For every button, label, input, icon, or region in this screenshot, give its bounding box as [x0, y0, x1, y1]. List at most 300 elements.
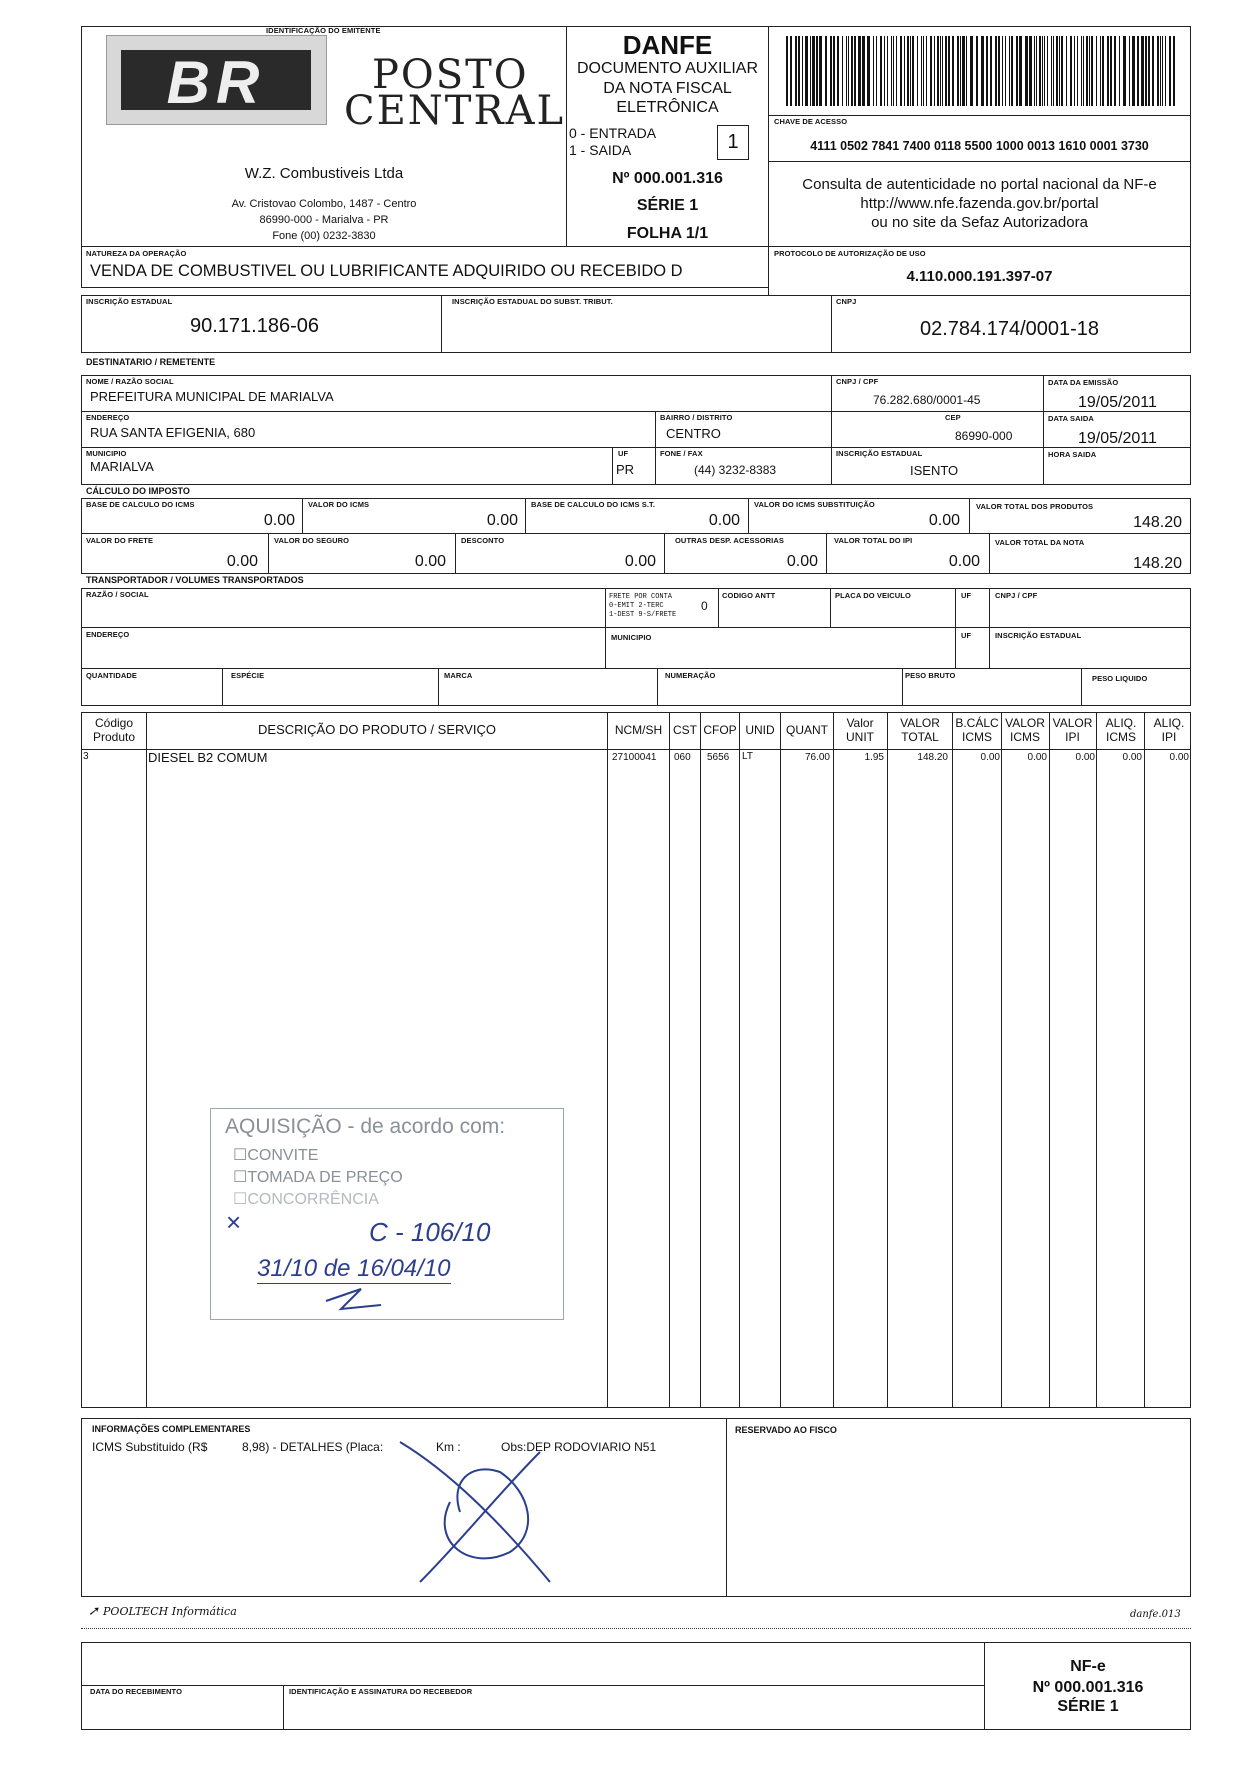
col-sep-desc: [146, 712, 147, 1408]
info-label: INFORMAÇÕES COMPLEMENTARES: [92, 1424, 251, 1434]
barcode-bar: [1029, 36, 1032, 106]
th-bcalc: B.CÁLC ICMS: [955, 716, 999, 744]
vol-sep2: [438, 668, 439, 706]
barcode-bar: [1019, 36, 1022, 106]
barcode-bar: [825, 36, 827, 106]
barcode-bar: [880, 36, 882, 106]
dest-sep-uf: [612, 447, 613, 485]
col-sep-vipi: [1049, 712, 1050, 1408]
chave-divider: [768, 115, 1191, 116]
barcode-bar: [1137, 36, 1139, 106]
barcode-bar: [948, 36, 950, 106]
barcode-bar: [1053, 36, 1054, 106]
destinatario-section: DESTINATARIO / REMETENTE: [86, 357, 216, 367]
dest-nome-label: NOME / RAZÃO SOCIAL: [86, 377, 174, 386]
aquisicao-stamp: [210, 1108, 564, 1320]
th-cfop: CFOP: [703, 723, 737, 737]
info-signature: [390, 1432, 570, 1592]
transp-uf-label: UF: [961, 591, 972, 600]
barcode-bar: [1091, 36, 1093, 106]
barcode-bar: [1089, 36, 1090, 106]
danfe-saida: 1 - SAIDA: [569, 142, 632, 158]
barcode-bar: [981, 36, 984, 106]
barcode-bar: [1011, 36, 1013, 106]
barcode-bar: [830, 36, 832, 106]
danfe-entrada: 0 - ENTRADA: [569, 125, 657, 141]
outras-desp-label: OUTRAS DESP. ACESSORIAS: [675, 536, 784, 545]
dest-emissao-label: DATA DA EMISSÃO: [1048, 378, 1119, 387]
emitente-cnpj-value: 02.784.174/0001-18: [920, 318, 1100, 340]
danfe-tipo-box: [717, 125, 749, 160]
footer-numero: Nº 000.001.316: [1032, 1679, 1144, 1696]
total-produtos-label: VALOR TOTAL DOS PRODUTOS: [976, 502, 1094, 511]
th-aipi: ALIQ. IPI: [1153, 716, 1185, 744]
dest-cnpj: 76.282.680/0001-45: [873, 393, 981, 407]
barcode-bar: [1066, 36, 1067, 106]
dest-row-line1: [81, 411, 1191, 412]
dest-endereco: RUA SANTA EFIGENIA, 680: [90, 425, 256, 440]
stamp-opt-tomada: ☐TOMADA DE PREÇO: [233, 1169, 403, 1186]
barcode-bar: [1039, 36, 1041, 106]
vol-sep3: [657, 668, 658, 706]
barcode-bar: [1002, 36, 1003, 106]
recebimento-sep: [283, 1685, 284, 1730]
cell-vunit: 1.95: [864, 752, 884, 763]
bc-icms-value: 0.00: [263, 512, 295, 529]
imposto-r2-sep4: [826, 533, 827, 574]
barcode-bar: [1173, 36, 1175, 106]
barcode-bar: [1123, 36, 1126, 106]
danfe-folha: FOLHA 1/1: [626, 225, 709, 242]
barcode-bar: [810, 36, 811, 106]
barcode-bar: [1009, 36, 1010, 106]
barcode-bar: [1086, 36, 1088, 106]
total-ipi-value: 0.00: [948, 553, 980, 570]
barcode-bar: [1025, 36, 1028, 106]
barcode-bar: [1083, 36, 1084, 106]
vol-liquido-label: PESO LIQUIDO: [1092, 674, 1148, 683]
barcode-bar: [1096, 36, 1097, 106]
barcode-bar: [970, 36, 973, 106]
valor-icms-value: 0.00: [486, 512, 518, 529]
barcode-bar: [1165, 36, 1166, 106]
barcode-bar: [1077, 36, 1078, 106]
transp-cnpj-label: CNPJ / CPF: [995, 591, 1038, 600]
br-logo: [106, 35, 327, 125]
th-vicms: VALOR ICMS: [1005, 716, 1045, 744]
dest-uf: PR: [616, 462, 635, 477]
barcode-bar: [1036, 36, 1037, 106]
cell-codigo: 3: [83, 751, 89, 762]
col-sep-vicms: [1001, 712, 1002, 1408]
info-text-obs: Obs:DEP RODOVIARIO N51: [501, 1440, 657, 1454]
th-cst: CST: [673, 723, 697, 737]
vol-marca-label: MARCA: [444, 671, 473, 680]
col-sep-ncm: [607, 712, 608, 1408]
barcode-bar: [1061, 36, 1063, 106]
barcode-bar: [1132, 36, 1135, 106]
transp-frete-value: 0: [701, 599, 708, 613]
transp-endereco-label: ENDEREÇO: [86, 630, 130, 639]
consulta-line3: ou no site da Sefaz Autorizadora: [871, 214, 1088, 231]
emitente-label: IDENTIFICAÇÃO DO EMITENTE: [266, 26, 381, 35]
danfe-code: danfe.013: [1130, 1609, 1181, 1620]
stamp-title: AQUISIÇÃO - de acordo com:: [225, 1115, 506, 1138]
chave-value: 4111 0502 7841 7400 0118 5500 1000 0013 1610 0001 3730: [810, 139, 1149, 153]
transp-razao-label: RAZÃO / SOCIAL: [86, 590, 149, 599]
barcode-bar: [1044, 36, 1045, 106]
vol-quantidade-label: QUANTIDADE: [86, 671, 137, 680]
vol-sep1: [222, 668, 223, 706]
danfe-serie: SÉRIE 1: [636, 197, 699, 214]
barcode-bar: [1148, 36, 1150, 106]
barcode-bar: [798, 36, 800, 106]
data-recebimento-label: DATA DO RECEBIMENTO: [90, 1687, 183, 1696]
col-sep-aipi: [1144, 712, 1145, 1408]
bc-icms-st-label: BASE DE CALCULO DO ICMS S.T.: [531, 500, 656, 509]
cell-vicms: 0.00: [1027, 752, 1047, 763]
barcode-bar: [995, 36, 997, 106]
br-logo-text: BR: [166, 49, 266, 116]
danfe-tipo: 1: [727, 131, 739, 153]
cell-aicms: 0.00: [1122, 752, 1142, 763]
dotted-cut-line: [81, 1628, 1191, 1629]
icms-subst-value: 0.00: [928, 512, 960, 529]
transp-row-line: [81, 627, 1191, 628]
barcode-bar: [1047, 36, 1048, 106]
pooltech-icon: ➚: [88, 1604, 104, 1619]
consulta-line2: http://www.nfe.fazenda.gov.br/portal: [860, 195, 1099, 212]
emitente-phone: Fone (00) 0232-3830: [272, 230, 376, 242]
danfe-numero: Nº 000.001.316: [612, 170, 723, 187]
barcode-bar: [926, 36, 927, 106]
barcode-bar: [1162, 36, 1163, 106]
desconto-value: 0.00: [624, 553, 656, 570]
transp-frete-line3: 1-DEST 9-S/FRETE: [609, 611, 677, 619]
col-sep-quant: [780, 712, 781, 1408]
barcode-bar: [862, 36, 865, 106]
barcode-bar: [921, 36, 922, 106]
barcode-bar: [1074, 36, 1075, 106]
barcode-bar: [1119, 36, 1120, 106]
col-sep-bcalc: [952, 712, 953, 1408]
transp-antt-label: CODIGO ANTT: [722, 591, 776, 600]
barcode-bar: [966, 36, 967, 106]
barcode-bar: [802, 36, 803, 106]
dest-sep-bairro: [655, 411, 656, 447]
barcode-bar: [900, 36, 902, 106]
dest-saida-label: DATA SAIDA: [1048, 414, 1094, 423]
footer-serie: SÉRIE 1: [1057, 1698, 1119, 1715]
barcode-bar: [1114, 36, 1116, 106]
barcode-bar: [990, 36, 992, 106]
barcode-bar: [854, 36, 856, 106]
transp-frete-line2: 0-EMIT 2-TERC: [609, 602, 664, 610]
bc-icms-label: BASE DE CALCULO DO ICMS: [86, 500, 195, 509]
barcode-bar: [937, 36, 939, 106]
fisco-box: [726, 1418, 1191, 1597]
total-ipi-label: VALOR TOTAL DO IPI: [834, 536, 913, 545]
imposto-r2-sep5: [989, 533, 990, 574]
barcode-bar: [786, 36, 788, 106]
stamp-handwritten-date: 31/10 de 16/04/10: [257, 1255, 451, 1282]
barcode-bar: [795, 36, 797, 106]
barcode-bar: [998, 36, 1000, 106]
barcode-bar: [851, 36, 853, 106]
imposto-row-line: [81, 533, 1191, 534]
barcode-bar: [917, 36, 918, 106]
ie-value: 90.171.186-06: [190, 315, 320, 337]
natureza-label: NATUREZA DA OPERAÇÃO: [86, 249, 187, 258]
barcode-bar: [986, 36, 988, 106]
stamp-opt-convite: ☐CONVITE: [233, 1147, 319, 1164]
barcode-bar: [957, 36, 959, 106]
pooltech-text: POOLTECH Informática: [103, 1605, 237, 1618]
th-vipi: VALOR IPI: [1052, 716, 1093, 744]
chave-label: CHAVE DE ACESSO: [774, 117, 848, 126]
th-quant: QUANT: [786, 723, 828, 737]
transp-frete-line1: FRETE POR CONTA: [609, 593, 673, 601]
posto-logo-line1: POSTO: [372, 52, 529, 98]
dest-uf-label: UF: [618, 449, 629, 458]
cell-descricao: DIESEL B2 COMUM: [148, 750, 268, 765]
dest-cep-label: CEP: [945, 413, 961, 422]
col-sep-cst: [669, 712, 670, 1408]
th-unid: UNID: [745, 723, 775, 737]
barcode-bar: [891, 36, 892, 106]
info-text-detalhes: 8,98) - DETALHES (Placa:: [242, 1440, 384, 1454]
total-nota-value: 148.20: [1133, 555, 1182, 572]
transp-placa-label: PLACA DO VEICULO: [835, 591, 911, 600]
ie-label: INSCRIÇÃO ESTADUAL: [86, 297, 173, 306]
dest-saida: 19/05/2011: [1078, 430, 1157, 447]
barcode-bar: [1169, 36, 1171, 106]
dest-fone: (44) 3232-8383: [694, 463, 777, 477]
barcode-bar: [1107, 36, 1109, 106]
dest-hora-label: HORA SAIDA: [1048, 450, 1097, 459]
barcode-bar: [1152, 36, 1154, 106]
transp-uf2-label: UF: [961, 631, 972, 640]
barcode-bar: [1005, 36, 1006, 106]
barcode-bar: [842, 36, 843, 106]
consulta-line1: Consulta de autenticidade no portal nacional da NF-e: [802, 176, 1157, 193]
emitente-address2: 86990-000 - Marialva - PR: [259, 214, 389, 226]
col-sep-vtotal: [887, 712, 888, 1408]
dest-sep-cnpj: [831, 375, 832, 447]
barcode-bar: [887, 36, 888, 106]
frete-value: 0.00: [226, 553, 258, 570]
inscricao-sep2: [831, 295, 832, 353]
info-text-icms: ICMS Substituido (R$: [92, 1440, 208, 1454]
icms-subst-label: VALOR DO ICMS SUBSTITUIÇÃO: [754, 500, 875, 509]
transportador-section: TRANSPORTADOR / VOLUMES TRANSPORTADOS: [86, 575, 304, 585]
barcode-bar: [930, 36, 932, 106]
barcode-bar: [1100, 36, 1101, 106]
dest-fone-label: FONE / FAX: [660, 449, 703, 458]
transp-ie-label: INSCRIÇÃO ESTADUAL: [995, 631, 1082, 640]
fisco-label: RESERVADO AO FISCO: [735, 1425, 837, 1435]
desconto-label: DESCONTO: [461, 536, 505, 545]
dest-ie: ISENTO: [910, 463, 959, 478]
transp-sep-placa: [830, 588, 831, 627]
dest-sep-date: [1043, 375, 1044, 485]
dest-emissao: 19/05/2011: [1078, 394, 1157, 411]
barcode-bar: [846, 36, 847, 106]
barcode-bar: [1016, 36, 1018, 106]
outras-desp-value: 0.00: [786, 553, 818, 570]
stamp-signature: [321, 1281, 411, 1317]
seguro-value: 0.00: [414, 553, 446, 570]
barcode-bar: [907, 36, 909, 106]
barcode-bar: [833, 36, 835, 106]
barcode-bar: [1102, 36, 1104, 106]
barcode-bar: [876, 36, 877, 106]
transp-sep-cnpj: [989, 588, 990, 669]
barcode-bar: [873, 36, 874, 106]
barcode-bar: [1157, 36, 1159, 106]
dest-cnpj-label: CNPJ / CPF: [836, 377, 879, 386]
bc-icms-st-value: 0.00: [708, 512, 740, 529]
imposto-r1-sep1: [302, 498, 303, 533]
barcode-bar: [923, 36, 924, 106]
vol-especie-label: ESPÉCIE: [231, 671, 265, 680]
dest-nome: PREFEITURA MUNICIPAL DE MARIALVA: [90, 389, 334, 404]
footer-nfe: NF-e: [1070, 1658, 1106, 1675]
dest-bairro-label: BAIRRO / DISTRITO: [660, 413, 733, 422]
emitente-company: W.Z. Combustiveis Ltda: [244, 165, 404, 182]
barcode-bar: [848, 36, 849, 106]
col-sep-aicms: [1096, 712, 1097, 1408]
barcode-bar: [1056, 36, 1058, 106]
barcode-bar: [1145, 36, 1147, 106]
seguro-label: VALOR DO SEGURO: [274, 536, 350, 545]
barcode-bar: [819, 36, 822, 106]
chave-divider2: [768, 161, 1191, 162]
barcode-bar: [812, 36, 815, 106]
imposto-section: CÁLCULO DO IMPOSTO: [86, 486, 190, 496]
cell-cst: 060: [674, 752, 691, 763]
barcode-bar: [904, 36, 905, 106]
barcode-bar: [945, 36, 947, 106]
barcode-bar: [1042, 36, 1043, 106]
dest-ie-label: INSCRIÇÃO ESTADUAL: [836, 449, 923, 458]
th-aicms: ALIQ. ICMS: [1105, 716, 1137, 744]
assinatura-recebedor-label: IDENTIFICAÇÃO E ASSINATURA DO RECEBEDOR: [289, 1687, 473, 1696]
imposto-r2-sep3: [664, 533, 665, 574]
barcode-bar: [790, 36, 792, 106]
barcode-bar: [1059, 36, 1060, 106]
col-sep-vunit: [833, 712, 834, 1408]
protocolo-label: PROTOCOLO DE AUTORIZAÇÃO DE USO: [774, 249, 926, 258]
danfe-sub1: DOCUMENTO AUXILIAR: [576, 60, 759, 77]
barcode-bar: [805, 36, 808, 106]
th-descricao: DESCRIÇÃO DO PRODUTO / SERVIÇO: [258, 722, 496, 737]
cell-quant: 76.00: [804, 752, 830, 763]
barcode-bar: [962, 36, 965, 106]
danfe-title: DANFE: [622, 30, 713, 60]
cell-vtotal: 148.20: [917, 752, 948, 763]
barcode-bar: [934, 36, 935, 106]
recebimento-row-line: [81, 1685, 985, 1686]
stamp-handwritten-process: C - 106/10: [369, 1217, 491, 1247]
vol-sep5: [1081, 668, 1082, 706]
dest-sep-ie: [831, 447, 832, 485]
dest-sep-fone: [655, 447, 656, 485]
barcode-bar: [837, 36, 839, 106]
barcode-bar: [858, 36, 861, 106]
transp-sep-antt: [718, 588, 719, 627]
dest-municipio: MARIALVA: [90, 459, 154, 474]
transp-sep-frete: [605, 588, 606, 669]
stamp-opt-convite-label: CONVITE: [247, 1147, 319, 1164]
barcode-bar: [940, 36, 941, 106]
imposto-r1-sep3: [748, 498, 749, 533]
protocolo-value: 4.110.000.191.397-07: [906, 268, 1053, 285]
barcode-bar: [960, 36, 961, 106]
stamp-opt-tomada-label: TOMADA DE PREÇO: [247, 1169, 403, 1186]
valor-icms-label: VALOR DO ICMS: [308, 500, 370, 509]
imposto-r2-sep1: [268, 533, 269, 574]
barcode-bar: [1110, 36, 1112, 106]
th-vunit: Valor UNIT: [846, 716, 874, 744]
barcode-bar: [896, 36, 897, 106]
ie-st-label: INSCRIÇÃO ESTADUAL DO SUBST. TRIBUT.: [452, 297, 613, 306]
dest-municipio-label: MUNICIPIO: [86, 449, 127, 458]
barcode-bar: [893, 36, 894, 106]
inscricao-sep1: [441, 295, 442, 353]
cell-aipi: 0.00: [1169, 752, 1189, 763]
imposto-r1-sep2: [525, 498, 526, 533]
stamp-check-mark: ×: [226, 1207, 242, 1237]
th-vtotal: VALOR TOTAL: [900, 716, 940, 744]
dest-cep: 86990-000: [955, 429, 1013, 443]
barcode-bar: [1051, 36, 1052, 106]
barcode-bar: [1034, 36, 1035, 106]
dest-bairro: CENTRO: [666, 426, 721, 441]
frete-label: VALOR DO FRETE: [86, 536, 154, 545]
cell-cfop: 5656: [707, 752, 730, 763]
cell-ncm: 27100041: [612, 752, 657, 763]
barcode-bar: [912, 36, 914, 106]
emitente-address1: Av. Cristovao Colombo, 1487 - Centro: [231, 198, 417, 210]
cell-bcalc: 0.00: [980, 752, 1000, 763]
th-codigo: Código Produto: [92, 716, 136, 744]
dest-endereco-label: ENDEREÇO: [86, 413, 130, 422]
cell-unid: LT: [742, 751, 753, 762]
danfe-sub3: ELETRÔNICA: [616, 99, 719, 116]
stamp-opt-concorrencia-label: CONCORRÊNCIA: [247, 1191, 379, 1208]
imposto-r2-sep2: [455, 533, 456, 574]
col-sep-unid: [739, 712, 740, 1408]
dest-row-line2: [81, 447, 1191, 448]
barcode-bar: [884, 36, 885, 106]
barcode-bar: [1081, 36, 1082, 106]
barcode-bar: [816, 36, 818, 106]
barcode-bar: [942, 36, 943, 106]
transp-sep-uf: [955, 588, 956, 669]
th-ncm: NCM/SH: [614, 723, 663, 737]
cell-vipi: 0.00: [1075, 752, 1095, 763]
imposto-r1-sep4: [969, 498, 970, 533]
barcode-bar: [867, 36, 870, 106]
natureza-value: VENDA DE COMBUSTIVEL OU LUBRIFICANTE ADQUIRIDO OU RECEBIDO D: [90, 262, 683, 280]
barcode-bar: [1129, 36, 1130, 106]
emitente-cnpj-label: CNPJ: [836, 297, 857, 306]
info-text-km: Km :: [436, 1440, 461, 1454]
table-row: [82, 751, 1190, 767]
transp-municipio-label: MUNICIPIO: [611, 633, 652, 642]
barcode-bar: [1141, 36, 1144, 106]
